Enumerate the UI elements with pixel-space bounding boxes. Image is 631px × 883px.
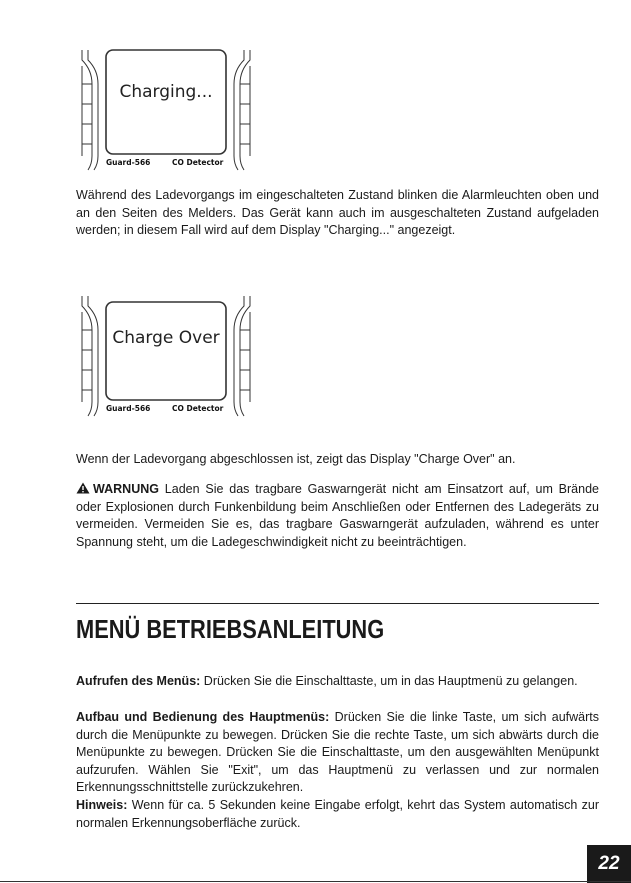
- device-illustration-charging: [78, 44, 254, 167]
- device-display-text: Charge Over: [112, 328, 220, 348]
- warning-paragraph: [76, 481, 599, 551]
- page-number: 22: [587, 845, 631, 883]
- footer-line: [0, 881, 631, 882]
- menu-structure-text: Drücken Sie die linke Taste, um sich aufwärts durch die Menüpunkte zu bewegen. Drücken Sie die rechte Taste, um sich abwärts durch die Menüpunkte zu bewegen. Drücken Sie die Einschalttaste, um den ausgewählten Menüpunkt aufzurufen. Wählen Sie "Exit", um das Hauptmenü zu verlassen und zur normalen Erkennungsschnittstelle zurückzukehren.: [76, 710, 599, 794]
- note-label: Hinweis:: [76, 798, 128, 812]
- warning-text: Laden Sie das tragbare Gaswarngerät nicht am Einsatzort auf, um Brände oder Explosionen durch Funkenbildung beim Anschließen oder Entfernen des Ladegeräts zu vermeiden. Vermeiden Sie es, das tragbare Gaswarngerät aufzuladen, während es unter Spannung steht, um die Ladegeschwindigkeit nicht zu beeinträchtigen.: [76, 482, 599, 549]
- menu-open-text: Drücken Sie die Einschalttaste, um in das Hauptmenü zu gelangen.: [200, 674, 578, 688]
- paragraph-charging: Während des Ladevorgangs im eingeschalteten Zustand blinken die Alarmleuchten oben und an den Seiten des Melders. Das Gerät kann auch im ausgeschalteten Zustand aufgeladen werden; in diesem Fall wird auf dem Display "Charging..." angezeigt.: [76, 188, 599, 237]
- device-display-text: Charging...: [119, 82, 213, 102]
- warning-label: WARNUNG: [93, 482, 159, 496]
- menu-structure-paragraph: [76, 709, 599, 797]
- device-illustration-charge-over: [78, 290, 254, 413]
- warning-triangle-icon: [76, 482, 90, 494]
- note-text: Wenn für ca. 5 Sekunden keine Eingabe erfolgt, kehrt das System automatisch zur normalen Erkennungsoberfläche zurück.: [76, 798, 599, 830]
- note-paragraph: [76, 797, 599, 832]
- paragraph-charge-over: Wenn der Ladevorgang abgeschlossen ist, zeigt das Display "Charge Over" an.: [76, 452, 516, 466]
- device-type-label: CO Detector: [172, 404, 224, 413]
- device-model-label: Guard-566: [106, 158, 151, 167]
- menu-open-paragraph: [76, 673, 599, 691]
- device-model-label: Guard-566: [106, 404, 151, 413]
- section-divider: [76, 603, 599, 604]
- menu-structure-label: Aufbau und Bedienung des Hauptmenüs:: [76, 710, 330, 724]
- section-title: MENÜ BETRIEBSANLEITUNG: [76, 614, 385, 644]
- menu-open-label: Aufrufen des Menüs:: [76, 674, 201, 688]
- device-type-label: CO Detector: [172, 158, 224, 167]
